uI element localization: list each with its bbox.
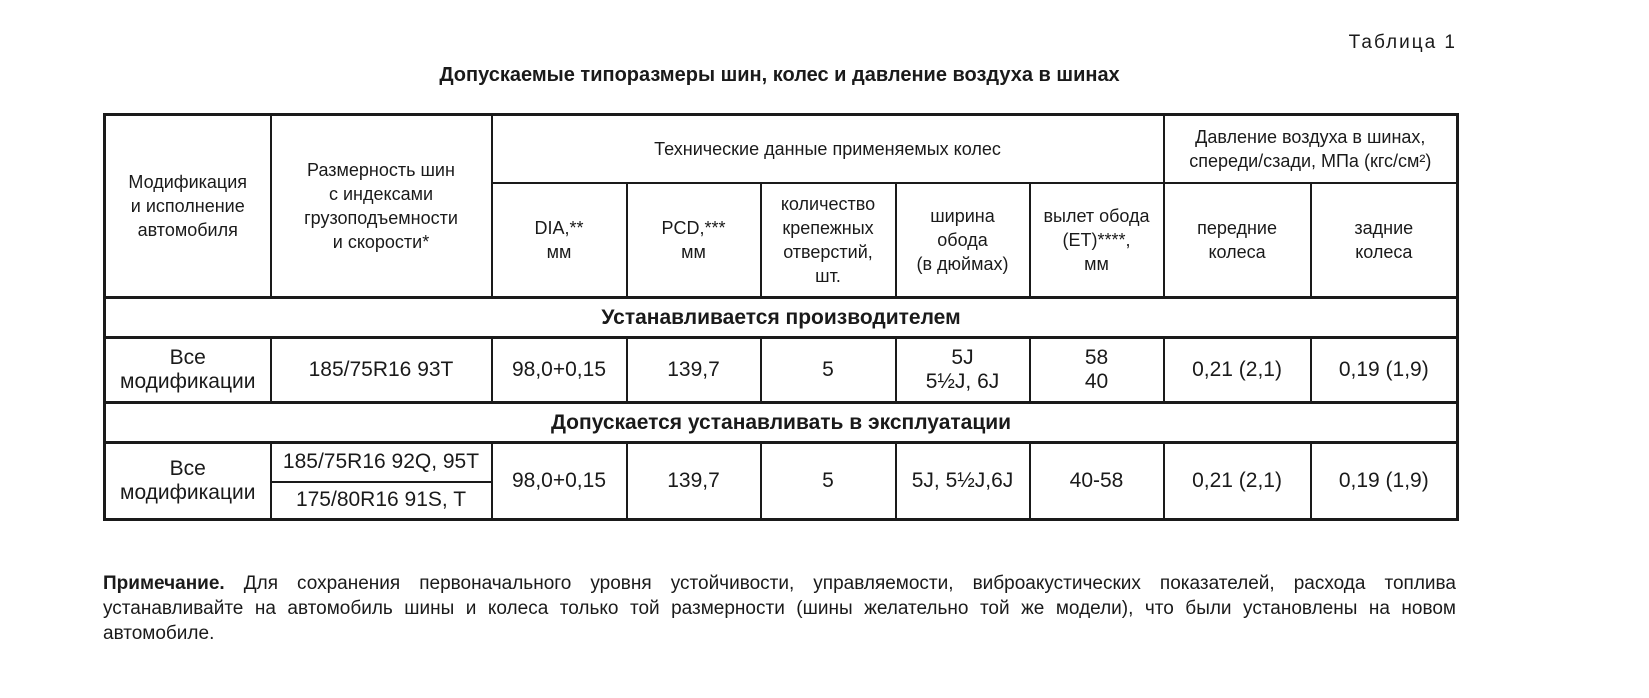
- cell-rim-width: 5J 5½J, 6J: [896, 338, 1030, 403]
- cell-pcd: 139,7: [627, 443, 761, 520]
- cell-offset: 40-58: [1030, 443, 1164, 520]
- cell-rim-width: 5J, 5½J,6J: [896, 443, 1030, 520]
- header-dia: DIA,** мм: [492, 183, 627, 298]
- header-offset: вылет обода (ET)****, мм: [1030, 183, 1164, 298]
- header-pressure-group: Давление воздуха в шинах, спереди/сзади, МПа (кгс/см²): [1164, 115, 1458, 183]
- cell-offset: 58 40: [1030, 338, 1164, 403]
- header-wheel-group: Технические данные применяемых колес: [492, 115, 1164, 183]
- tire-wheel-table: [103, 113, 1459, 521]
- cell-rear-pressure: 0,19 (1,9): [1311, 443, 1458, 520]
- cell-tire-size: 185/75R16 92Q, 95T: [271, 443, 492, 482]
- cell-holes: 5: [761, 338, 896, 403]
- cell-dia: 98,0+0,15: [492, 443, 627, 520]
- cell-tire-size: 185/75R16 93T: [271, 338, 492, 403]
- section-title-factory: Устанавливается производителем: [105, 298, 1458, 338]
- header-rear-wheels: задние колеса: [1311, 183, 1458, 298]
- cell-rear-pressure: 0,19 (1,9): [1311, 338, 1458, 403]
- cell-front-pressure: 0,21 (2,1): [1164, 443, 1311, 520]
- header-pcd: PCD,*** мм: [627, 183, 761, 298]
- cell-tire-size: 175/80R16 91S, T: [271, 482, 492, 520]
- section-title-operation: Допускается устанавливать в эксплуатации: [105, 403, 1458, 443]
- note-text: Для сохранения первоначального уровня устойчивости, управляемости, виброакустических показателей, расхода топлива устанавливайте на автомобиль шины и колеса только той размерности (шины желательно той же модели), что были установлены на новом автомобиле.: [103, 573, 1456, 644]
- header-front-wheels: передние колеса: [1164, 183, 1311, 298]
- cell-holes: 5: [761, 443, 896, 520]
- cell-pcd: 139,7: [627, 338, 761, 403]
- note-label: Примечание.: [103, 573, 225, 594]
- header-modification: Модификация и исполнение автомобиля: [105, 115, 271, 298]
- cell-modification: Все модификации: [105, 338, 271, 403]
- table-number: Таблица 1: [1348, 32, 1457, 53]
- table-note: [103, 571, 1456, 646]
- header-rim-width: ширина обода (в дюймах): [896, 183, 1030, 298]
- header-holes: количество крепежных отверстий, шт.: [761, 183, 896, 298]
- header-tire-size: Размерность шин с индексами грузоподъемности и скорости*: [271, 115, 492, 298]
- table-title: Допускаемые типоразмеры шин, колес и давление воздуха в шинах: [439, 64, 1120, 86]
- cell-dia: 98,0+0,15: [492, 338, 627, 403]
- cell-front-pressure: 0,21 (2,1): [1164, 338, 1311, 403]
- cell-modification: Все модификации: [105, 443, 271, 520]
